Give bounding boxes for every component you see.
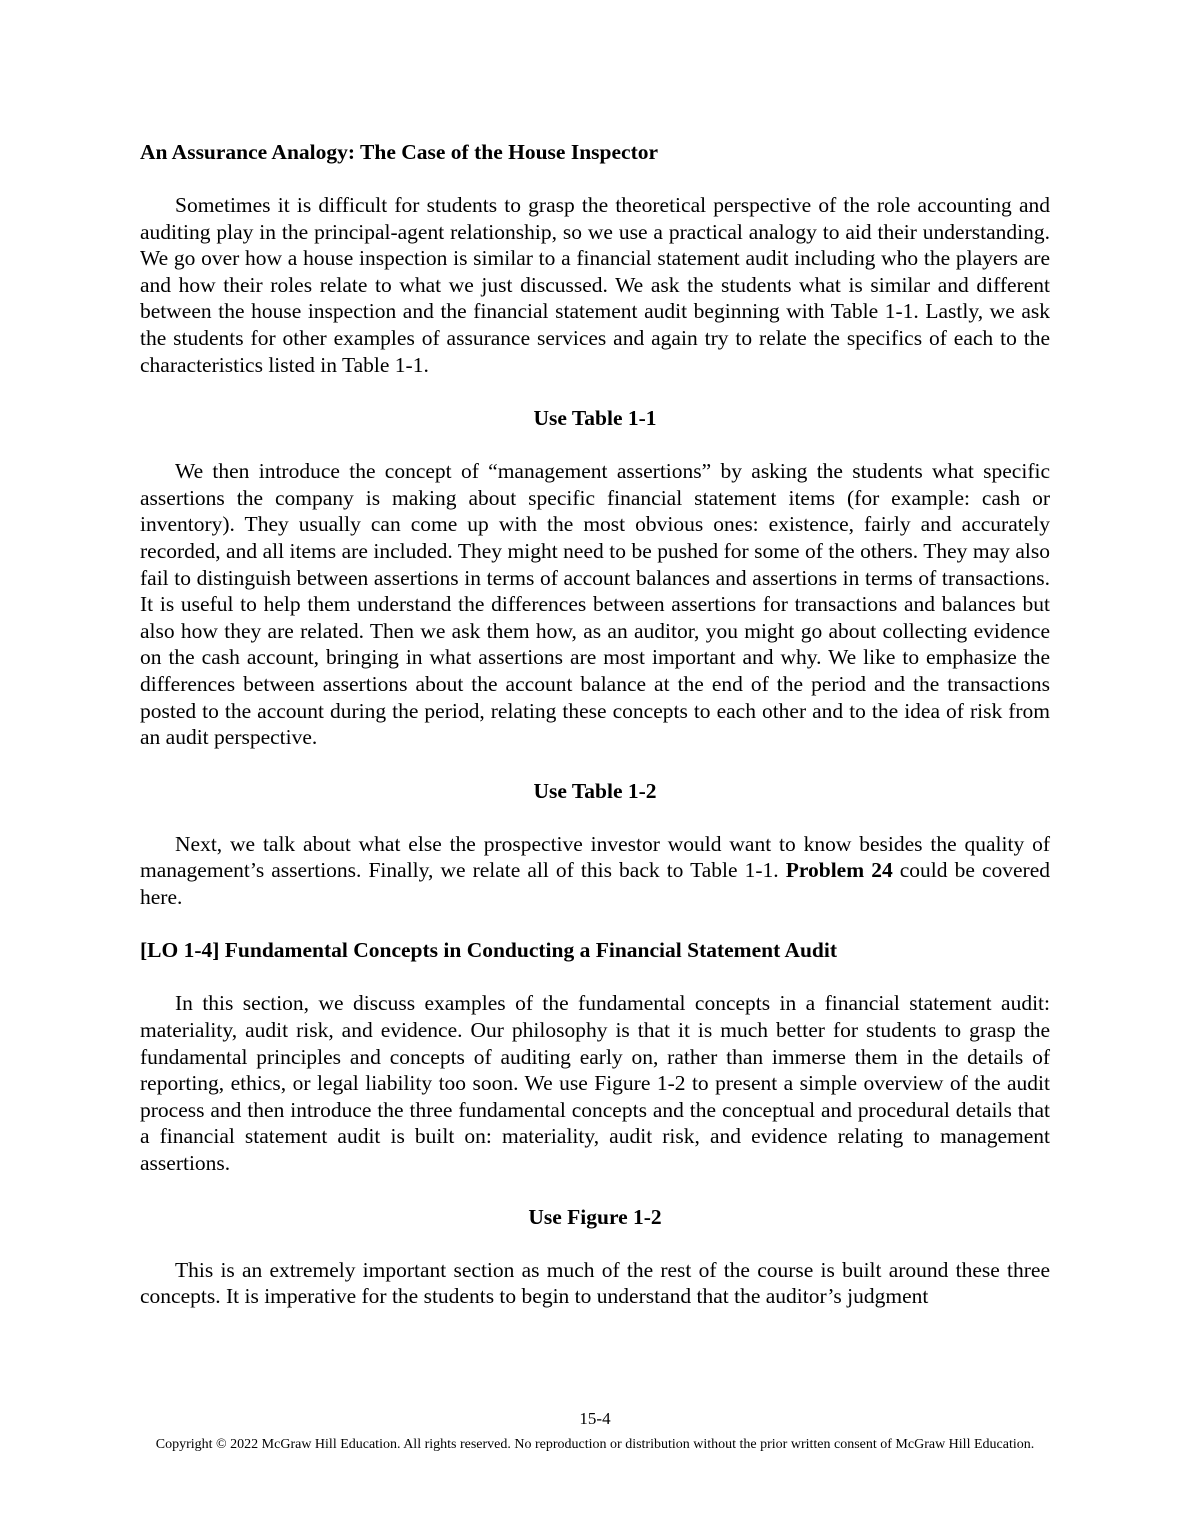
- paragraph-management-assertions: We then introduce the concept of “management assertions” by asking the students what specific assertions the company is making about specific financial statement items (for example: cash or inventory). They usually can come up with the most obvious ones: existence, fairly and accurately recorded, and all items are included. They might need to be pushed for some of the others. They may also fail to distinguish between assertions in terms of account balances and assertions in terms of transactions. It is useful to help them understand the differences between assertions for transactions and balances but also how they are related. Then we ask them how, as an auditor, you might go about collecting evidence on the cash account, bringing in what assertions are most important and why. We like to emphasize the differences between assertions about the account balance at the end of the period and the transactions posted to the account during the period, relating these concepts to each other and to the idea of risk from an audit perspective.: [140, 459, 1050, 750]
- problem-reference: Problem 24: [785, 858, 893, 883]
- document-page: [140, 139, 1050, 1337]
- use-figure-1-2-heading: Use Figure 1-2: [528, 1204, 662, 1229]
- page-number: 15-4: [579, 1409, 611, 1428]
- paragraph-text-after: could be covered here.: [140, 858, 1050, 909]
- copyright-notice: Copyright © 2022 McGraw Hill Education. All rights reserved. No reproduction or distribution without the prior written consent of McGraw Hill Education.: [155, 1437, 1035, 1452]
- paragraph-important-section: This is an extremely important section as much of the rest of the course is built around these three concepts. It is imperative for the students to begin to understand that the auditor’s judgment: [140, 1257, 1050, 1309]
- paragraph-fundamental-concepts: In this section, we discuss examples of the fundamental concepts in a financial statement audit: materiality, audit risk, and evidence. Our philosophy is that it is much better for students to grasp the fundamental principles and concepts of auditing early on, rather than immerse them in the details of reporting, ethics, or legal liability too soon. We use Figure 1-2 to present a simple overview of the audit process and then introduce the three fundamental concepts and the conceptual and procedural details that a financial statement audit is built on: materiality, audit risk, and evidence relating to management assertions.: [140, 991, 1050, 1176]
- paragraph-text-before: Next, we talk about what else the prospective investor would want to know besides the quality of management’s assertions. Finally, we relate all of this back to Table 1-1.: [140, 831, 1050, 883]
- paragraph-house-inspector: Sometimes it is difficult for students to grasp the theoretical perspective of the role accounting and auditing play in the principal-agent relationship, so we use a practical analogy to aid their understanding. We go over how a house inspection is similar to a financial statement audit including who the players are and how their roles relate to what we just discussed. We ask the students what is similar and different between the house inspection and the financial statement audit beginning with Table 1-1. Lastly, we ask the students for other examples of assurance services and again try to relate the specifics of each to the characteristics listed in Table 1-1.: [140, 193, 1050, 377]
- use-table-1-2-heading: Use Table 1-2: [533, 778, 657, 803]
- use-table-1-1-heading: Use Table 1-1: [533, 406, 657, 431]
- section-heading-house-inspector: An Assurance Analogy: The Case of the House Inspector: [140, 140, 659, 164]
- paragraph-prospective-investor: [140, 831, 1050, 911]
- section-heading-lo-1-4: [LO 1-4] Fundamental Concepts in Conducting a Financial Statement Audit: [140, 938, 838, 963]
